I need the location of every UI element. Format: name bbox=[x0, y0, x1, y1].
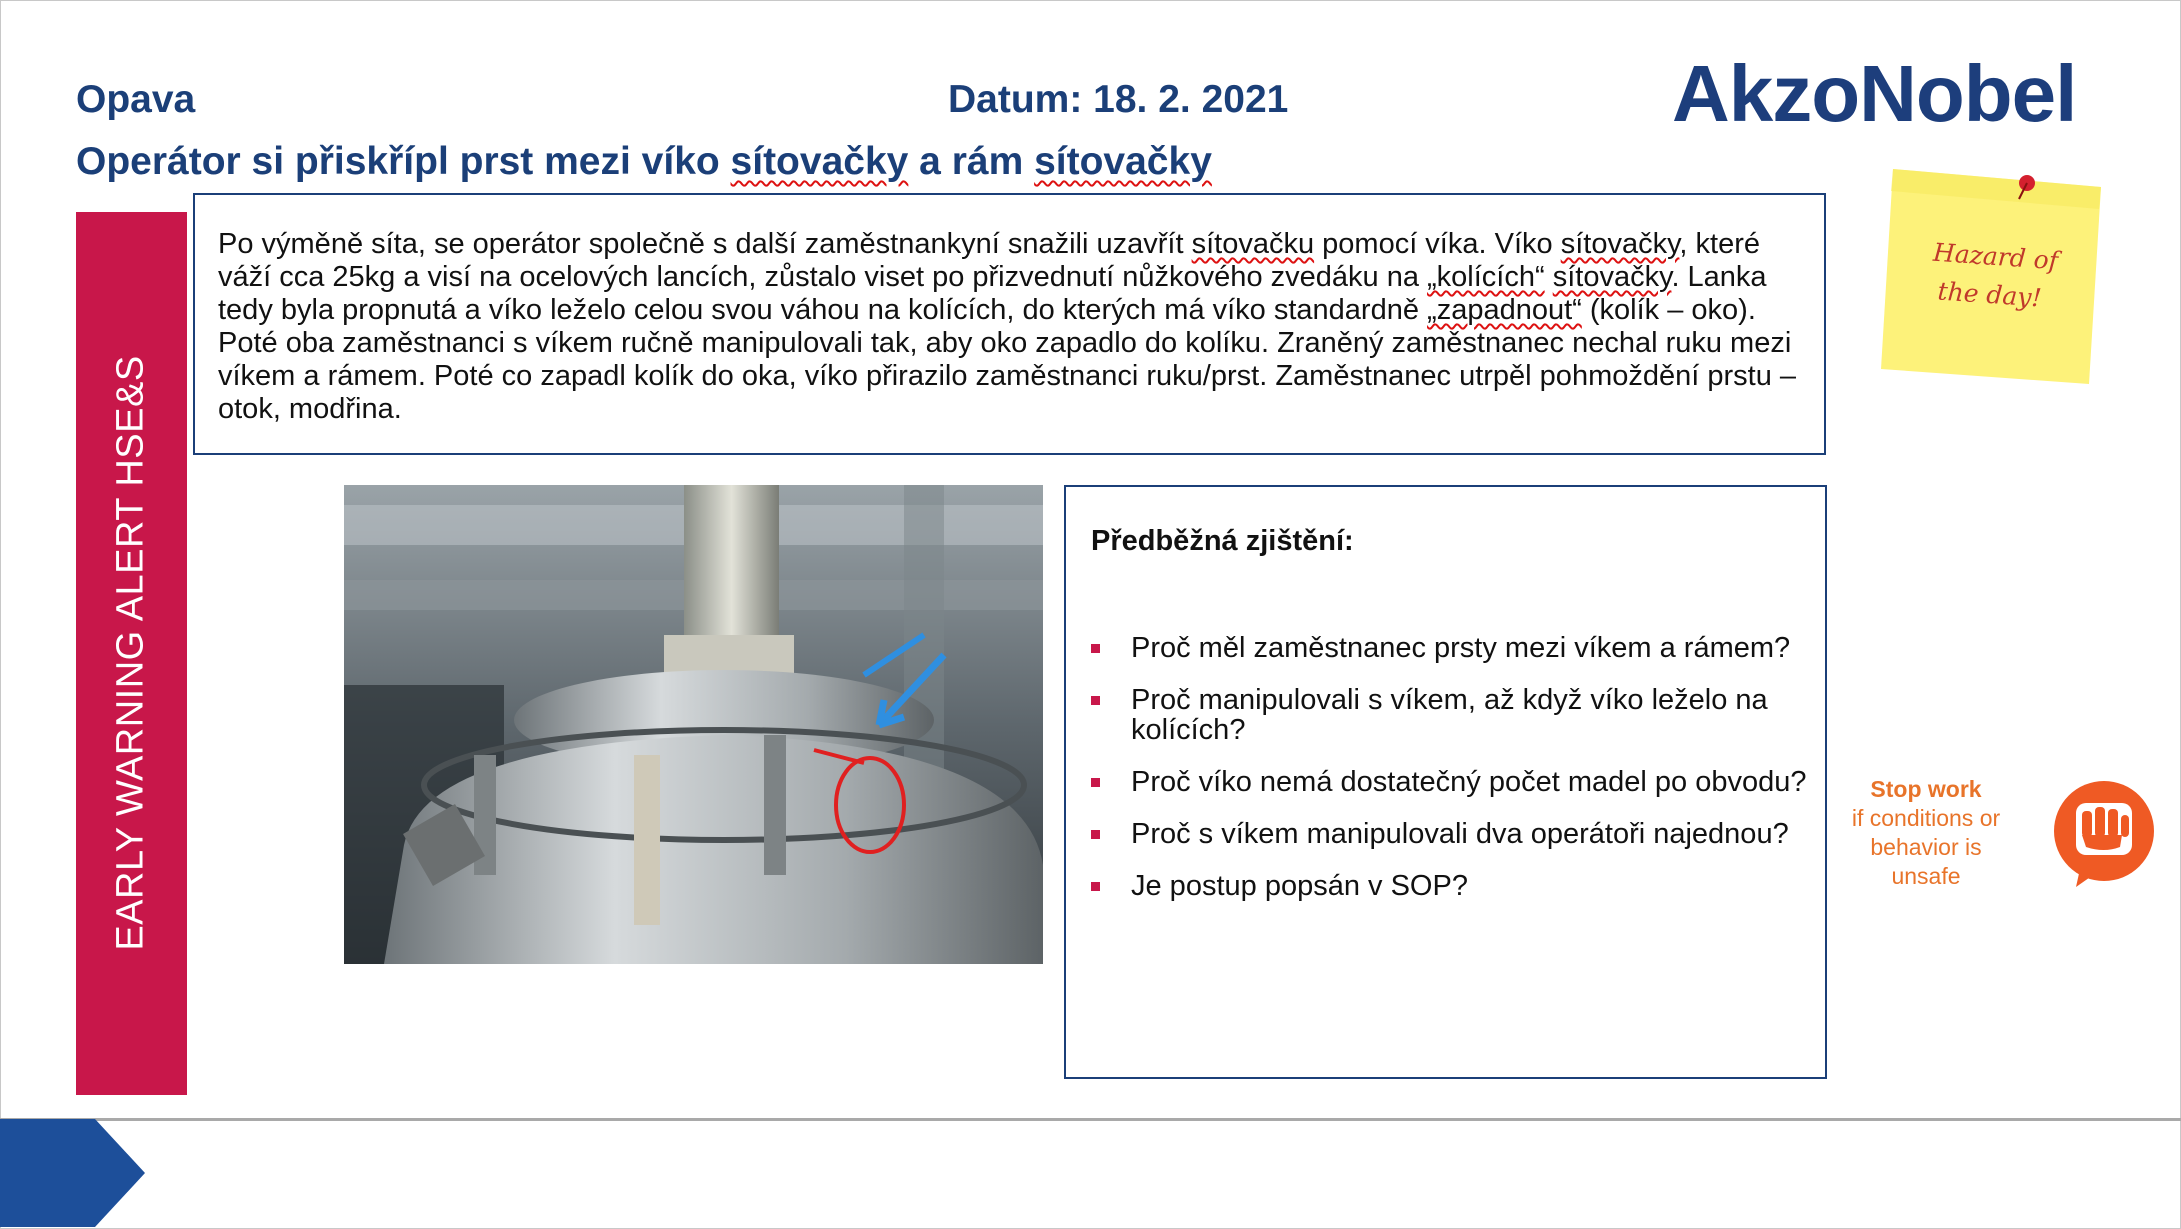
stop-work-line: unsafe bbox=[1891, 863, 1961, 889]
desc-text: pomocí víka. Víko bbox=[1314, 228, 1561, 260]
desc-text bbox=[1545, 261, 1553, 293]
title-part: sítovačky bbox=[1034, 140, 1212, 183]
title-part: Operátor si přiskřípl prst mezi víko bbox=[76, 140, 731, 183]
page-title bbox=[76, 140, 1212, 184]
stop-work-line: behavior is bbox=[1870, 834, 1982, 860]
desc-text: „zapadnout“ bbox=[1427, 294, 1582, 326]
stop-work-heading: Stop work bbox=[1870, 776, 1982, 802]
incident-description bbox=[218, 228, 1808, 426]
bullet-icon bbox=[1091, 644, 1100, 653]
bullet-icon bbox=[1091, 778, 1100, 787]
title-part: sítovačky bbox=[730, 140, 909, 183]
list-item: Proč manipulovali s víkem, až když víko leželo na kolících? bbox=[1091, 685, 1811, 745]
stop-work-line: if conditions or bbox=[1851, 805, 2001, 831]
note-line: the day! bbox=[1936, 276, 2043, 313]
list-item: Proč měl zaměstnanec prsty mezi víkem a rámem? bbox=[1091, 633, 1811, 663]
incident-photo bbox=[344, 485, 1043, 964]
footer-divider bbox=[0, 1118, 2181, 1121]
sidebar-label: EARLY WARNING ALERT HSE&S bbox=[109, 355, 152, 951]
desc-text: . Lanka tedy byla propnutá a víko leželo celou svou váhou na kolících, do kterých má víko standardně bbox=[218, 261, 1767, 326]
desc-text: , které váží cca 25kg a visí na ocelových lancích, zůstalo viset po přizvednutí nůžkového zvedáku na bbox=[218, 228, 1761, 293]
findings-list bbox=[1091, 633, 1811, 923]
stop-work-text bbox=[1836, 775, 2016, 891]
list-item: Proč s víkem manipulovali dva operátoři najednou? bbox=[1091, 819, 1811, 849]
note-line: Hazard of bbox=[1932, 237, 2059, 276]
title-part: a rám bbox=[908, 140, 1035, 183]
desc-text: sítovačky bbox=[1552, 261, 1672, 293]
list-item: Je postup popsán v SOP? bbox=[1091, 871, 1811, 901]
date-label: Datum: 18. 2. 2021 bbox=[948, 78, 1289, 121]
desc-text: sítovačku bbox=[1191, 228, 1315, 260]
hazard-sticky-note bbox=[1881, 169, 2101, 384]
bullet-icon bbox=[1091, 696, 1100, 705]
desc-text: „kolících“ bbox=[1427, 261, 1545, 293]
desc-text: (kolík – oko). Poté oba zaměstnanci s víkem ručně manipulovali tak, aby oko zapadlo do kolíku. Zraněný zaměstnanec nechal ruku mezi víkem a rámem. Poté co zapadl kolík do oka, víko přirazilo zaměstnanci ruku/prst. Zaměstnanec utrpěl pohmoždění prstu – otok, modřina. bbox=[218, 294, 1797, 425]
desc-text: Po výměně síta, se operátor společně s další zaměstnankyní snažili uzavřít bbox=[218, 228, 1192, 260]
findings-title: Předběžná zjištění: bbox=[1091, 525, 1354, 557]
stop-hand-icon bbox=[2048, 781, 2161, 888]
footer-arrow-icon bbox=[0, 1119, 145, 1227]
bullet-icon bbox=[1091, 882, 1100, 891]
list-item: Proč víko nemá dostatečný počet madel po obvodu? bbox=[1091, 767, 1811, 797]
location-label: Opava bbox=[76, 78, 196, 121]
bullet-icon bbox=[1091, 830, 1100, 839]
desc-text: sítovačky bbox=[1560, 228, 1680, 260]
akzonobel-logo: AkzoNobel bbox=[1672, 49, 2077, 138]
